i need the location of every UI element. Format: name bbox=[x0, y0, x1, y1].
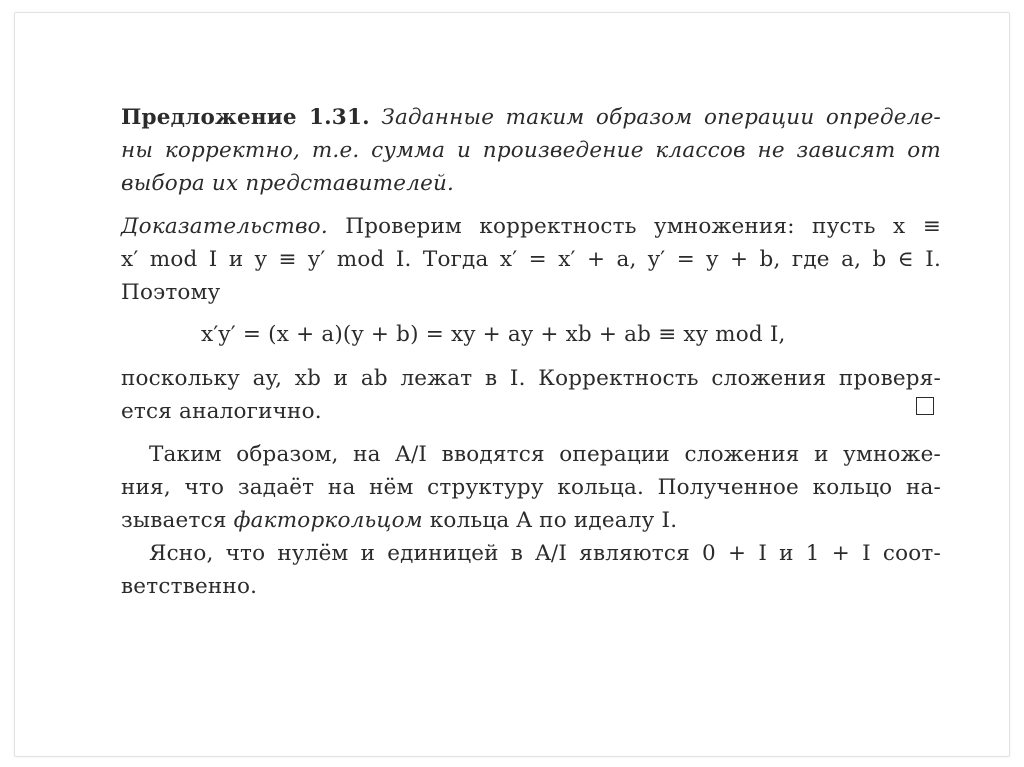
qed-square-icon bbox=[916, 397, 934, 415]
proof-formula: x′y′ = (x + a)(y + b) = xy + ay + xb + ab ≡ xy mod I, bbox=[201, 322, 786, 347]
proof-line-4: поскольку ay, xb и ab лежат в I. Корректность сложения проверя- bbox=[121, 366, 941, 391]
proposition-title: Предложение 1.31. bbox=[121, 105, 370, 130]
paragraph2-line-1: Ясно, что нулём и единицей в A/I являются 0 + I и 1 + I соот- bbox=[149, 541, 941, 566]
proposition-text: Заданные таким образом операции определе- bbox=[381, 105, 941, 130]
proposition-line-3: выбора их представителей. bbox=[121, 171, 455, 196]
proof-line-2: x′ mod I и y ≡ y′ mod I. Тогда x′ = x′ + a, y′ = y + b, где a, b ∈ I. bbox=[121, 247, 941, 272]
term-factor-ring: факторкольцом bbox=[233, 508, 423, 533]
proposition-line-1 bbox=[121, 101, 941, 135]
proof-line-3: Поэтому bbox=[121, 280, 221, 305]
paragraph1-line-1: Таким образом, на A/I вводятся операции сложения и умноже- bbox=[149, 442, 941, 467]
proposition-line-2: ны корректно, т.е. сумма и произведение классов не зависят от bbox=[121, 138, 941, 163]
paragraph1-text-b: кольца A по идеалу I. bbox=[422, 508, 678, 533]
paragraph1-text-a: зывается bbox=[121, 508, 234, 533]
paragraph1-line-3 bbox=[121, 504, 677, 538]
paragraph2-line-2: ветственно. bbox=[121, 574, 258, 599]
proof-text: Проверим корректность умножения: пусть x ≡ bbox=[327, 214, 941, 239]
paragraph1-line-2: ния, что задаёт на нём структуру кольца. Полученное кольцо на- bbox=[121, 475, 941, 500]
proof-line-5: ется аналогично. bbox=[121, 399, 322, 424]
proof-line-1 bbox=[121, 210, 941, 244]
proof-label: Доказательство. bbox=[121, 214, 328, 239]
